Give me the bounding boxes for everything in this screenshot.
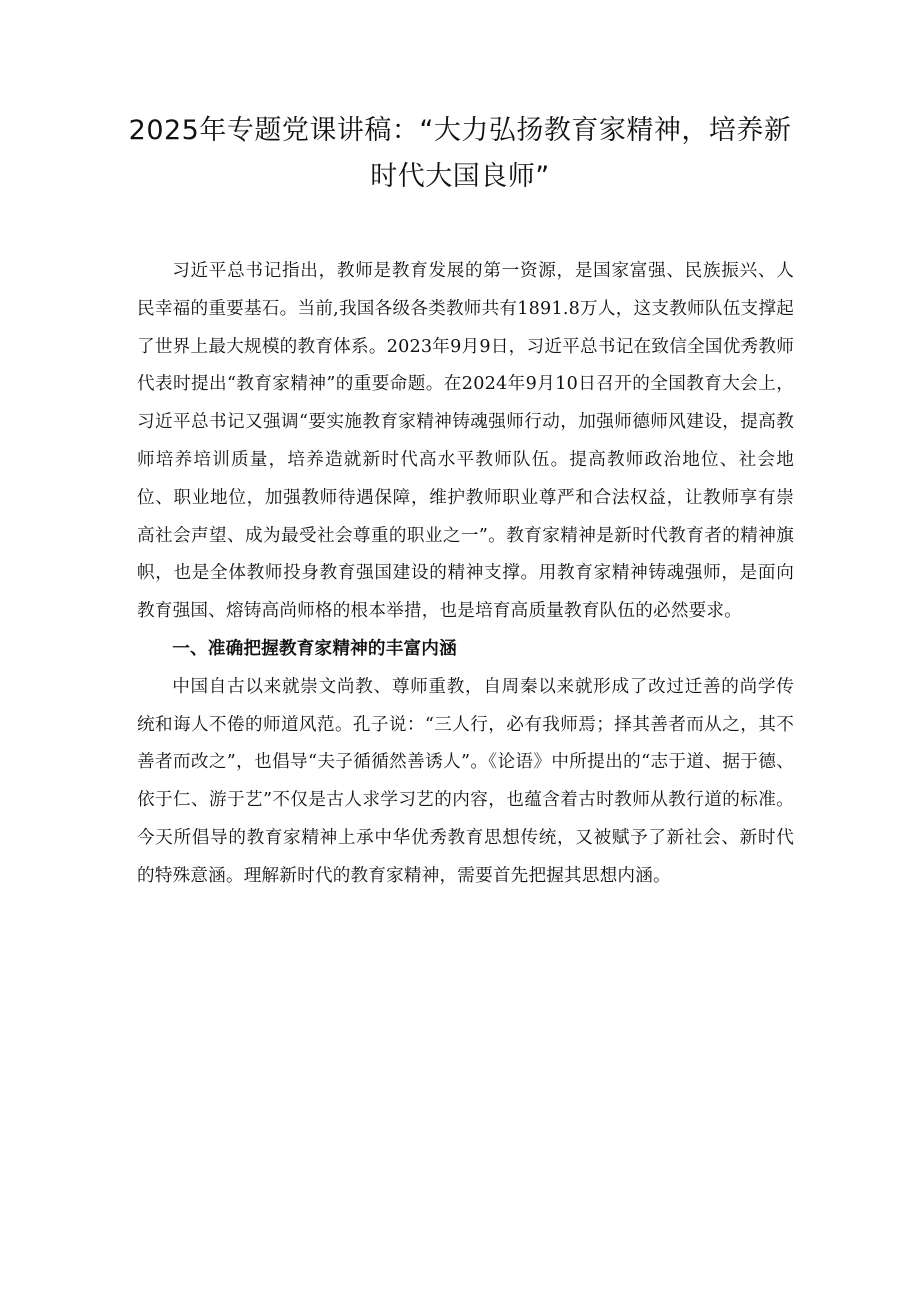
document-body	[137, 253, 794, 896]
document-title-line-2: 时代大国良师”	[370, 161, 550, 192]
document-title	[120, 108, 800, 200]
document-title-line-1: 2025年专题党课讲稿：“大力弘扬教育家精神，培养新	[128, 115, 792, 146]
section-1-paragraph: 中国自古以来就崇文尚教、尊师重教，自周秦以来就形成了改过迁善的尚学传统和诲人不倦的师道风范。孔子说：“三人行，必有我师焉；择其善者而从之，其不善者而改之”，也倡导“夫子循循然善诱人”。《论语》中所提出的“志于道、据于德、依于仁、游于艺”不仅是古人求学习艺的内容，也蕴含着古时教师从教行道的标准。今天所倡导的教育家精神上承中华优秀教育思想传统，又被赋予了新社会、新时代的特殊意涵。理解新时代的教育家精神，需要首先把握其思想内涵。	[137, 676, 794, 886]
intro-paragraph: 习近平总书记指出，教师是教育发展的第一资源，是国家富强、民族振兴、人民幸福的重要基石。当前,我国各级各类教师共有1891.8万人，这支教师队伍支撑起了世界上最大规模的教育体系。2023年9月9日，习近平总书记在致信全国优秀教师代表时提出“教育家精神”的重要命题。在2024年9月10日召开的全国教育大会上，习近平总书记又强调“要实施教育家精神铸魂强师行动，加强师德师风建设，提高教师培养培训质量，培养造就新时代高水平教师队伍。提高教师政治地位、社会地位、职业地位，加强教师待遇保障，维护教师职业尊严和合法权益，让教师享有崇高社会声望、成为最受社会尊重的职业之一”。教育家精神是新时代教育者的精神旗帜，也是全体教师投身教育强国建设的精神支撑。用教育家精神铸魂强师，是面向教育强国、熔铸高尚师格的根本举措，也是培育高质量教育队伍的必然要求。	[137, 261, 794, 622]
section-heading-1: 一、准确把握教育家精神的丰富内涵	[172, 638, 457, 659]
